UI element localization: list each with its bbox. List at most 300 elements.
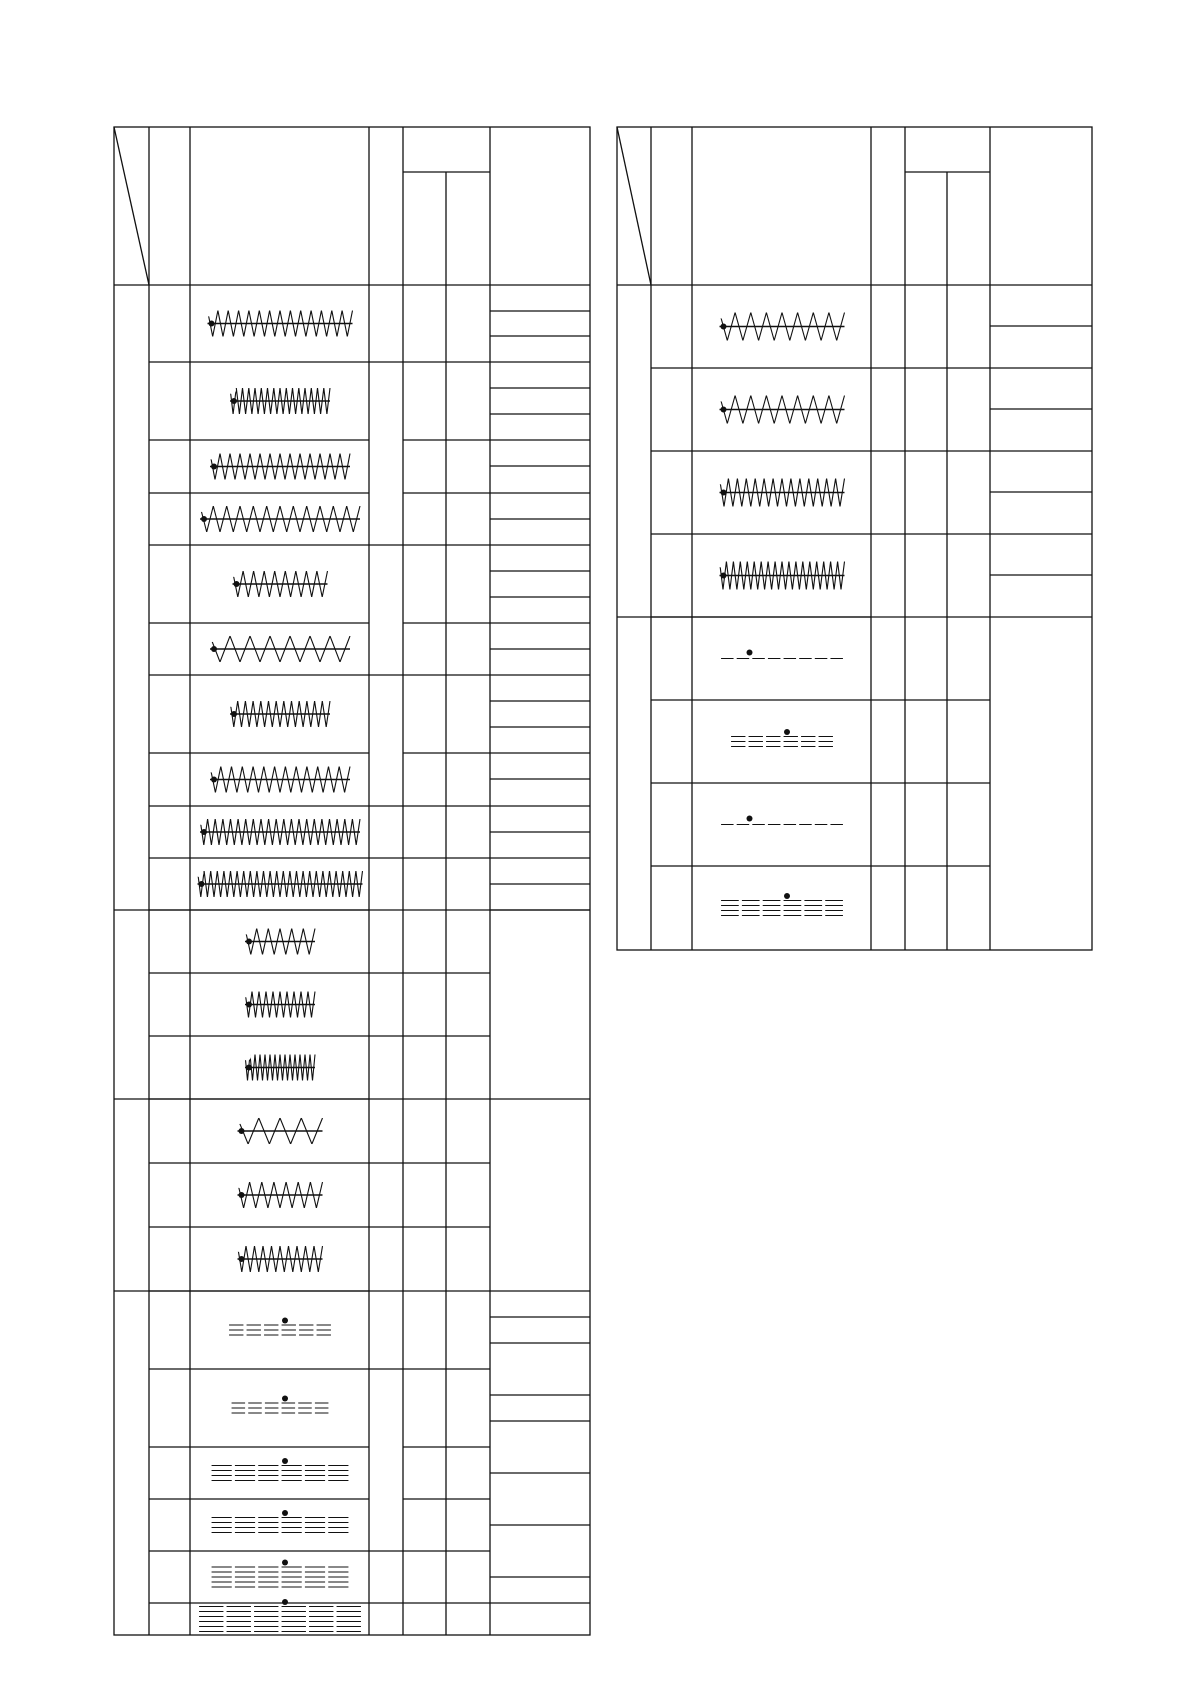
needle-point: [291, 897, 295, 901]
needle-point: [223, 1620, 226, 1623]
start-spiral-icon: [243, 927, 251, 935]
needle-point: [822, 909, 825, 912]
needle-point: [331, 1323, 334, 1326]
needle-point: [278, 1565, 281, 1568]
needle-point: [291, 502, 295, 506]
needle-point: [252, 567, 256, 571]
needle-point: [223, 1625, 226, 1628]
needle-point: [265, 1272, 269, 1276]
needle-point: [763, 745, 766, 748]
needle-point: [357, 897, 361, 901]
needle-point: [272, 384, 276, 388]
stitch-pattern-17: [228, 1396, 331, 1426]
needle-point: [819, 424, 823, 428]
needle-point: [361, 1610, 364, 1613]
needle-point: [278, 1531, 281, 1534]
needle-point: [312, 1401, 315, 1404]
needle-point: [328, 1401, 331, 1404]
needle-point: [310, 793, 314, 797]
needle-point: [323, 480, 327, 484]
stitch-pattern-4: [231, 567, 330, 601]
stitch-pattern-21: [196, 1599, 364, 1644]
needle-point: [223, 1615, 226, 1618]
stitch-pattern-9: [196, 867, 365, 901]
needle-point: [218, 532, 222, 536]
needle-point: [306, 1625, 309, 1628]
needle-point: [230, 763, 234, 767]
needle-point: [264, 988, 268, 992]
right-table-frame: [617, 127, 1092, 950]
needle-point: [321, 793, 325, 797]
needle-point: [228, 632, 232, 636]
needle-point: [226, 1333, 229, 1336]
needle-point: [780, 904, 783, 907]
needle-point: [251, 1615, 254, 1618]
needle-point: [232, 897, 236, 901]
needle-point: [801, 909, 804, 912]
needle-point: [229, 867, 233, 871]
start-spiral-icon: [243, 990, 251, 998]
needle-point: [325, 1521, 328, 1524]
needle-point: [268, 632, 272, 636]
needle-point: [804, 590, 808, 594]
needle-point: [223, 1610, 226, 1613]
needle-point: [843, 558, 847, 562]
needle-point: [257, 988, 261, 992]
needle-point: [236, 597, 240, 601]
needle-point: [278, 502, 282, 506]
start-dot: [239, 1192, 245, 1198]
needle-point: [772, 424, 776, 428]
needle-point: [803, 341, 807, 345]
start-dot: [246, 1065, 252, 1071]
needle-point: [299, 1114, 303, 1118]
needle-point: [297, 815, 301, 819]
needle-point: [278, 1411, 281, 1414]
needle-point: [348, 1531, 351, 1534]
needle-point: [780, 392, 784, 396]
needle-point: [318, 502, 322, 506]
needle-point: [767, 507, 771, 511]
needle-point: [278, 1630, 281, 1633]
stitch-pattern-4: [718, 650, 846, 671]
start-spiral-icon: [208, 634, 216, 642]
needle-point: [348, 1585, 351, 1588]
start-dot: [282, 1458, 288, 1464]
needle-point: [242, 337, 246, 341]
needle-point: [216, 307, 220, 311]
needle-point: [784, 507, 788, 511]
needle-point: [780, 745, 783, 748]
needle-point: [278, 925, 282, 929]
needle-point: [338, 450, 342, 454]
needle-point: [314, 867, 318, 871]
needle-point: [209, 867, 213, 871]
needle-point: [261, 1328, 264, 1331]
needle-point: [296, 1081, 300, 1085]
needle-point: [255, 1575, 258, 1578]
needle-point: [278, 1605, 281, 1608]
needle-point: [297, 384, 301, 388]
stitch-pattern-10: [243, 925, 317, 959]
needle-point: [265, 502, 269, 506]
needle-point: [310, 597, 314, 601]
needle-point: [256, 793, 260, 797]
needle-point: [217, 845, 221, 849]
stitch-pattern-11: [243, 988, 317, 1022]
needle-point: [312, 1406, 315, 1409]
needle-point: [309, 727, 313, 731]
needle-point: [278, 988, 282, 992]
needle-point: [247, 384, 251, 388]
needle-point: [298, 897, 302, 901]
needle-point: [818, 590, 822, 594]
needle-point: [305, 502, 309, 506]
needle-point: [255, 1580, 258, 1583]
needle-point: [835, 424, 839, 428]
needle-point: [274, 815, 278, 819]
needle-point: [827, 657, 830, 660]
needle-point: [261, 1333, 264, 1336]
needle-point: [325, 1474, 328, 1477]
needle-point: [829, 507, 833, 511]
needle-point: [305, 697, 309, 701]
stitch-pattern-6: [718, 816, 846, 837]
needle-point: [235, 793, 239, 797]
needle-point: [271, 988, 275, 992]
needle-point: [319, 414, 323, 418]
needle-point: [333, 480, 337, 484]
needle-point: [258, 662, 262, 666]
needle-point: [283, 337, 287, 341]
needle-point: [266, 925, 270, 929]
needle-point: [343, 793, 347, 797]
needle-point: [316, 763, 320, 767]
needle-point: [350, 815, 354, 819]
needle-point: [798, 740, 801, 743]
needle-point: [345, 502, 349, 506]
needle-point: [325, 1585, 328, 1588]
needle-point: [321, 1178, 325, 1182]
needle-point: [225, 897, 229, 901]
needle-point: [313, 1333, 316, 1336]
needle-point: [311, 1081, 315, 1085]
needle-point: [278, 1521, 281, 1524]
needle-point: [266, 1081, 270, 1085]
needle-point: [798, 745, 801, 748]
needle-point: [291, 1081, 295, 1085]
needle-point: [263, 845, 267, 849]
needle-point: [760, 899, 763, 902]
needle-point: [288, 307, 292, 311]
needle-point: [208, 1464, 211, 1467]
start-spiral-icon: [718, 311, 726, 319]
start-spiral-icon: [196, 869, 204, 877]
needle-point: [241, 384, 245, 388]
needle-point: [232, 1479, 235, 1482]
needle-point: [337, 763, 341, 767]
needle-point: [347, 845, 351, 849]
needle-point: [308, 1178, 312, 1182]
needle-point: [253, 480, 257, 484]
start-spiral-icon: [718, 394, 726, 402]
needle-point: [306, 1610, 309, 1613]
needle-point: [348, 1570, 351, 1573]
needle-point: [313, 925, 317, 929]
stitch-pattern-3: [198, 502, 362, 536]
needle-point: [278, 845, 282, 849]
needle-point: [760, 914, 763, 917]
needle-point: [306, 414, 310, 418]
needle-point: [759, 558, 763, 562]
needle-point: [304, 567, 308, 571]
needle-point: [208, 1474, 211, 1477]
needle-point: [811, 392, 815, 396]
needle-point: [261, 1323, 264, 1326]
needle-point: [290, 925, 294, 929]
needle-point: [271, 897, 275, 901]
start-dot: [209, 321, 215, 327]
needle-point: [328, 815, 332, 819]
start-spiral-icon: [198, 504, 206, 512]
needle-point: [273, 480, 277, 484]
needle-point: [789, 475, 793, 479]
needle-point: [740, 507, 744, 511]
needle-point: [334, 867, 338, 871]
needle-point: [741, 424, 745, 428]
start-dot: [282, 1599, 288, 1605]
needle-point: [213, 815, 217, 819]
needle-point: [298, 1051, 302, 1055]
needle-point: [236, 697, 240, 701]
needle-point: [306, 1615, 309, 1618]
needle-point: [284, 955, 288, 959]
needle-point: [827, 309, 831, 313]
needle-point: [233, 480, 237, 484]
needle-point: [763, 590, 767, 594]
needle-point: [313, 480, 317, 484]
needle-point: [294, 763, 298, 767]
needle-point: [328, 697, 332, 701]
needle-point: [278, 1401, 281, 1404]
start-spiral-icon: [718, 477, 726, 485]
needle-point: [835, 341, 839, 345]
needle-point: [760, 909, 763, 912]
needle-point: [308, 450, 312, 454]
needle-point: [208, 1570, 211, 1573]
stitch-pattern-15: [236, 1242, 325, 1276]
end-spiral-icon: [288, 1537, 296, 1545]
needle-point: [240, 845, 244, 849]
stitch-pattern-1: [228, 384, 332, 418]
needle-point: [793, 507, 797, 511]
needle-point: [305, 815, 309, 819]
needle-point: [328, 384, 332, 388]
needle-point: [333, 1605, 336, 1608]
needle-point: [250, 988, 254, 992]
needle-point: [275, 1018, 279, 1022]
needle-point: [286, 727, 290, 731]
start-spiral-icon: [198, 817, 206, 825]
start-dot: [721, 407, 727, 413]
needle-point: [302, 1570, 305, 1573]
needle-point: [265, 897, 269, 901]
start-dot: [246, 1002, 252, 1008]
needle-point: [255, 1521, 258, 1524]
needle-point: [288, 1051, 292, 1055]
needle-point: [325, 1570, 328, 1573]
stitch-pattern-16: [226, 1318, 334, 1348]
needle-point: [744, 475, 748, 479]
needle-point: [251, 763, 255, 767]
needle-point: [255, 1565, 258, 1568]
needle-point: [354, 845, 358, 849]
needle-point: [232, 1464, 235, 1467]
needle-point: [284, 1178, 288, 1182]
needle-point: [325, 532, 329, 536]
needle-point: [208, 1580, 211, 1583]
needle-point: [315, 567, 319, 571]
needle-point: [325, 414, 329, 418]
needle-point: [300, 414, 304, 418]
needle-point: [348, 1575, 351, 1578]
needle-point: [325, 1526, 328, 1529]
needle-point: [292, 988, 296, 992]
needle-point: [331, 897, 335, 901]
needle-point: [267, 597, 271, 601]
needle-point: [218, 662, 222, 666]
needle-point: [259, 697, 263, 701]
needle-point: [361, 1605, 364, 1608]
stitch-pattern-2: [718, 475, 847, 511]
needle-point: [718, 909, 721, 912]
needle-point: [254, 1018, 258, 1022]
needle-point: [825, 590, 829, 594]
needle-point: [326, 567, 330, 571]
needle-point: [780, 899, 783, 902]
needle-point: [254, 1208, 258, 1212]
needle-point: [749, 507, 753, 511]
needle-point: [311, 897, 315, 901]
needle-point: [261, 955, 265, 959]
needle-point: [319, 307, 323, 311]
needle-point: [825, 475, 829, 479]
needle-point: [306, 1605, 309, 1608]
needle-point: [764, 392, 768, 396]
needle-point: [302, 1516, 305, 1519]
start-spiral-icon: [231, 569, 239, 577]
right-stitch-table: [617, 127, 1092, 950]
needle-point: [221, 815, 225, 819]
needle-point: [783, 590, 787, 594]
needle-point: [246, 1081, 250, 1085]
needle-point: [271, 1081, 275, 1085]
needle-point: [763, 735, 766, 738]
end-spiral-icon: [288, 1340, 296, 1348]
needle-point: [301, 925, 305, 929]
needle-point: [827, 823, 830, 826]
needle-point: [718, 657, 721, 660]
needle-point: [257, 1114, 261, 1118]
needle-point: [318, 450, 322, 454]
needle-point: [267, 815, 271, 819]
needle-point: [766, 558, 770, 562]
needle-point: [803, 424, 807, 428]
needle-point: [211, 502, 215, 506]
needle-point: [232, 1526, 235, 1529]
needle-point: [335, 337, 339, 341]
needle-point: [312, 815, 316, 819]
needle-point: [226, 1328, 229, 1331]
needle-point: [268, 450, 272, 454]
needle-point: [325, 1516, 328, 1519]
needle-point: [261, 1018, 265, 1022]
needle-point: [262, 337, 266, 341]
needle-point: [735, 590, 739, 594]
needle-point: [255, 727, 259, 731]
needle-point: [822, 914, 825, 917]
start-dot: [234, 581, 240, 587]
needle-point: [780, 475, 784, 479]
needle-point: [763, 740, 766, 743]
needle-point: [245, 532, 249, 536]
needle-point: [251, 697, 255, 701]
needle-point: [303, 480, 307, 484]
needle-point: [728, 745, 731, 748]
needle-point: [312, 414, 316, 418]
needle-point: [223, 480, 227, 484]
needle-point: [251, 1625, 254, 1628]
needle-point: [760, 904, 763, 907]
needle-point: [261, 1081, 265, 1085]
needle-point: [283, 763, 287, 767]
needle-point: [273, 763, 277, 767]
needle-point: [302, 1531, 305, 1534]
needle-point: [361, 1630, 364, 1633]
start-spiral-icon: [208, 765, 216, 773]
needle-point: [726, 475, 730, 479]
needle-point: [289, 597, 293, 601]
needle-point: [246, 1144, 250, 1148]
start-dot: [282, 1560, 288, 1566]
needle-point: [244, 815, 248, 819]
needle-point: [293, 480, 297, 484]
needle-point: [278, 1242, 282, 1246]
needle-point: [718, 914, 721, 917]
needle-point: [290, 697, 294, 701]
needle-point: [308, 632, 312, 636]
needle-point: [226, 307, 230, 311]
needle-point: [240, 1272, 244, 1276]
needle-point: [278, 307, 282, 311]
needle-point: [228, 1401, 231, 1404]
needle-point: [303, 1051, 307, 1055]
needle-point: [324, 727, 328, 731]
needle-point: [757, 424, 761, 428]
needle-point: [764, 309, 768, 313]
needle-point: [301, 727, 305, 731]
needle-point: [250, 414, 254, 418]
needle-point: [308, 867, 312, 871]
needle-point: [232, 1565, 235, 1568]
needle-point: [232, 1570, 235, 1573]
needle-point: [263, 1051, 267, 1055]
needle-point: [276, 1081, 280, 1085]
needle-point: [245, 1401, 248, 1404]
needle-point: [228, 450, 232, 454]
needle-point: [724, 558, 728, 562]
needle-point: [322, 384, 326, 388]
